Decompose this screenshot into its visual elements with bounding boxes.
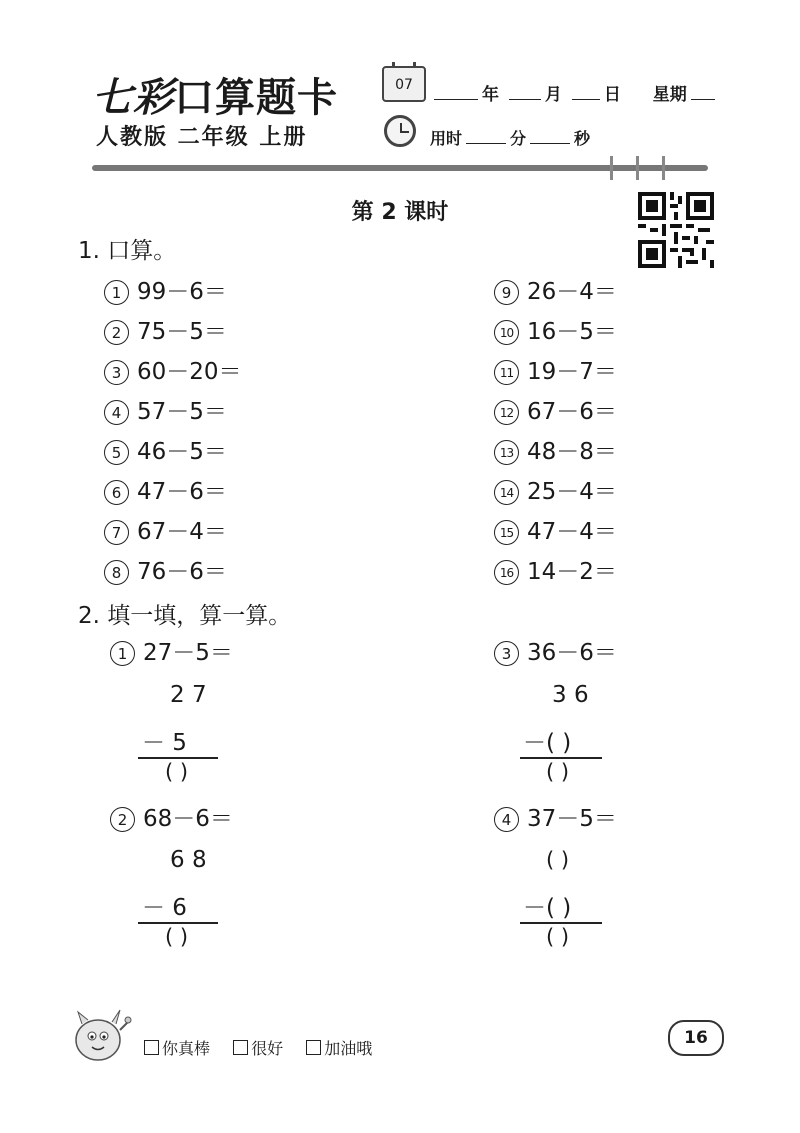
vertical-problem-title [110,634,233,667]
date-fill-line [430,80,719,105]
calendar-icon [382,66,426,102]
day-blank[interactable] [572,98,600,100]
problem-item [104,433,227,466]
problem-item [494,273,617,306]
problem-number: 15 [494,520,519,545]
checkbox[interactable] [306,1040,321,1055]
problem-number: 4 [494,807,519,832]
problem-item [494,313,617,346]
problem-expr: 67－4＝ [137,519,227,545]
divider-tick [662,156,665,180]
problem-expr: 47－6＝ [137,479,227,505]
problem-number: 8 [104,560,129,585]
problem-item [494,353,617,386]
self-rating [144,1036,390,1059]
minutes-blank[interactable] [466,142,506,144]
second-label: 秒 [574,129,591,148]
problem-expr: 16－5＝ [527,319,617,345]
rating-option[interactable]: 加油哦 [306,1039,372,1058]
weekday-label: 星期 [652,85,687,105]
problem-item [104,553,227,586]
problem-number: 2 [110,807,135,832]
weekday-blank[interactable] [691,98,715,100]
rating-option[interactable]: 很好 [233,1039,283,1058]
problem-item [104,273,227,306]
checkbox[interactable] [144,1040,159,1055]
edition-subtitle: 人教版 二年级 上册 [96,125,308,150]
problem-number: 10 [494,320,519,345]
month-blank[interactable] [509,98,541,100]
year-blank[interactable] [434,98,478,100]
problem-expr: 75－5＝ [137,319,227,345]
day-label: 日 [603,85,621,105]
problem-number: 12 [494,400,519,425]
problem-expr: 48－8＝ [527,439,617,465]
time-used-label: 用时 [430,129,463,148]
mascot-illustration [68,1000,132,1068]
problem-item [494,473,617,506]
problem-number: 2 [104,320,129,345]
problem-item [104,473,227,506]
answer-blank[interactable]: ( ) [546,760,570,784]
problem-item [104,353,242,386]
problem-number: 7 [104,520,129,545]
problem-expr: 99－6＝ [137,279,227,305]
header-divider [92,165,708,171]
section2-heading: 2. 填一填，算一算。 [78,603,292,629]
vertical-problem-title [110,800,233,833]
problem-number: 9 [494,280,519,305]
problem-expr: 68－6＝ [143,806,233,832]
problem-expr: 14－2＝ [527,559,617,585]
page-number: 16 [668,1020,724,1056]
divider-tick [636,156,639,180]
problem-number: 14 [494,480,519,505]
problem-expr: 60－20＝ [137,359,242,385]
vertical-minus-row: － 5 [142,730,187,756]
problem-expr: 76－6＝ [137,559,227,585]
problem-item [494,513,617,546]
vertical-problem-title [494,800,617,833]
problem-expr: 37－5＝ [527,806,617,832]
checkbox[interactable] [233,1040,248,1055]
problem-expr: 19－7＝ [527,359,617,385]
vertical-rule [520,922,602,924]
problem-expr: 27－5＝ [143,640,233,666]
minute-label: 分 [510,129,527,148]
vertical-rule [138,922,218,924]
rating-option[interactable]: 你真棒 [144,1039,210,1058]
answer-blank[interactable]: ( ) [165,760,189,784]
problem-expr: 67－6＝ [527,399,617,425]
time-fill-line [430,126,590,149]
problem-item [104,513,227,546]
problem-number: 4 [104,400,129,425]
problem-number: 3 [104,360,129,385]
problem-expr: 47－4＝ [527,519,617,545]
section1-heading: 1. 口算。 [78,238,177,264]
brand-title-rest: 口算题卡 [174,74,338,121]
lesson-title: 第 2 课时 [351,200,449,225]
problem-number: 3 [494,641,519,666]
vertical-minus-row: － 6 [142,895,187,921]
clock-icon [384,115,416,147]
problem-expr: 36－6＝ [527,640,617,666]
problem-item [494,433,617,466]
problem-number: 13 [494,440,519,465]
answer-blank[interactable]: ( ) [165,925,189,949]
vertical-top-number: 2 7 [170,682,207,708]
problem-number: 5 [104,440,129,465]
top-number-blank[interactable]: ( ) [546,848,570,872]
answer-blank[interactable]: ( ) [546,925,570,949]
problem-expr: 57－5＝ [137,399,227,425]
divider-tick [610,156,613,180]
problem-expr: 26－4＝ [527,279,617,305]
year-label: 年 [482,85,499,105]
problem-number: 1 [110,641,135,666]
calendar-day: 07 [395,77,413,93]
problem-item [494,553,617,586]
problem-item [104,313,227,346]
problem-number: 16 [494,560,519,585]
vertical-minus-row-blank[interactable]: －( ) [523,895,572,921]
vertical-rule [520,757,602,759]
month-label: 月 [544,85,562,105]
seconds-blank[interactable] [530,142,570,144]
vertical-minus-row-blank[interactable]: －( ) [523,730,572,756]
brand-title-first: 七彩 [92,74,174,121]
problem-item [494,393,617,426]
vertical-problem-title [494,634,617,667]
problem-number: 1 [104,280,129,305]
problem-number: 6 [104,480,129,505]
brand-title [92,66,338,123]
problem-expr: 46－5＝ [137,439,227,465]
vertical-top-number: 3 6 [552,682,589,708]
vertical-top-number: 6 8 [170,847,207,873]
problem-number: 11 [494,360,519,385]
problem-item [104,393,227,426]
vertical-rule [138,757,218,759]
problem-expr: 25－4＝ [527,479,617,505]
